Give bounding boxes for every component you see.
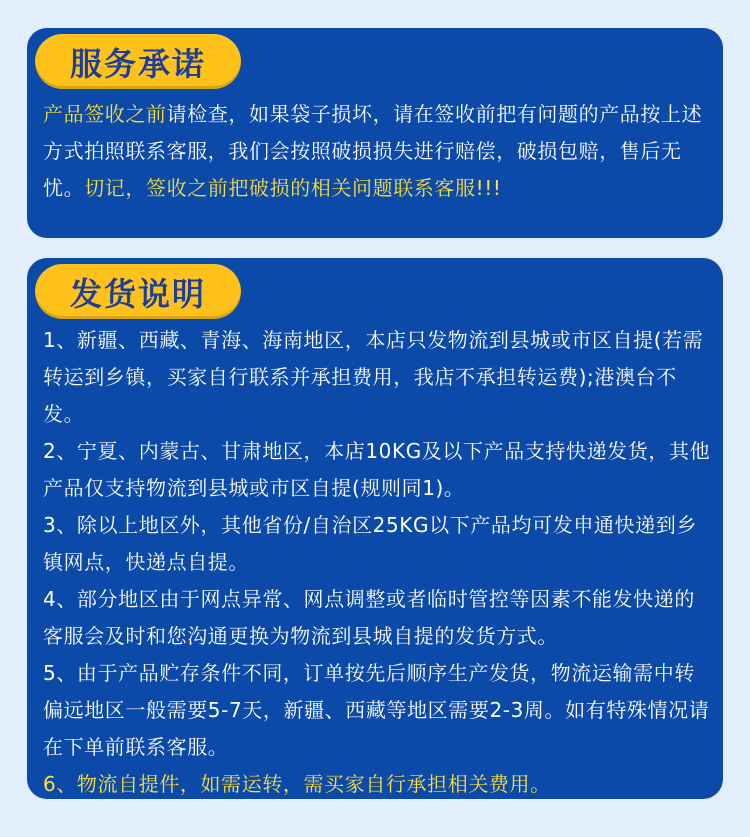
shipping-item-highlight: 6、物流自提件，如需运转，需买家自行承担相关费用。	[43, 772, 551, 796]
shipping-item: 2、宁夏、内蒙古、甘肃地区，本店10KG及以下产品支持快递发货，其他产品仅支持物流到县城或市区自提(规则同1)。	[43, 439, 711, 500]
shipping-item: 3、除以上地区外，其他省份/自治区25KG以下产品均可发申通快递到乡镇网点，快递点自提。	[43, 513, 697, 574]
service-body: 请检查，如果袋子损坏，请在签收前把有问题的产品按上述方式拍照联系客服，我们会按照破损损失进行赔偿，破损包赔，售后无忧。	[43, 102, 703, 200]
shipping-info-title: 发货说明	[69, 274, 206, 313]
service-promise-title-badge	[35, 34, 241, 89]
service-highlight-tail: 切记，签收之前把破损的相关问题联系客服!!!	[84, 176, 502, 200]
shipping-item: 5、由于产品贮存条件不同，订单按先后顺序生产发货，物流运输需中转偏远地区一般需要5-7天，新疆、西藏等地区需要2-3周。如有特殊情况请在下单前联系客服。	[43, 661, 710, 759]
shipping-item: 4、部分地区由于网点异常、网点调整或者临时管控等因素不能发快递的客服会及时和您沟通更换为物流到县城自提的发货方式。	[43, 587, 695, 648]
service-promise-text	[43, 96, 713, 207]
service-promise-card	[27, 28, 723, 238]
service-promise-title: 服务承诺	[69, 44, 206, 83]
shipping-info-card	[27, 258, 723, 799]
shipping-info-title-badge	[35, 264, 241, 319]
shipping-info-text	[43, 322, 713, 803]
service-highlight-lead: 产品签收之前	[43, 102, 167, 126]
shipping-item: 1、新疆、西藏、青海、海南地区，本店只发物流到县城或市区自提(若需转运到乡镇，买家自行联系并承担费用，我店不承担转运费);港澳台不发。	[43, 328, 704, 426]
